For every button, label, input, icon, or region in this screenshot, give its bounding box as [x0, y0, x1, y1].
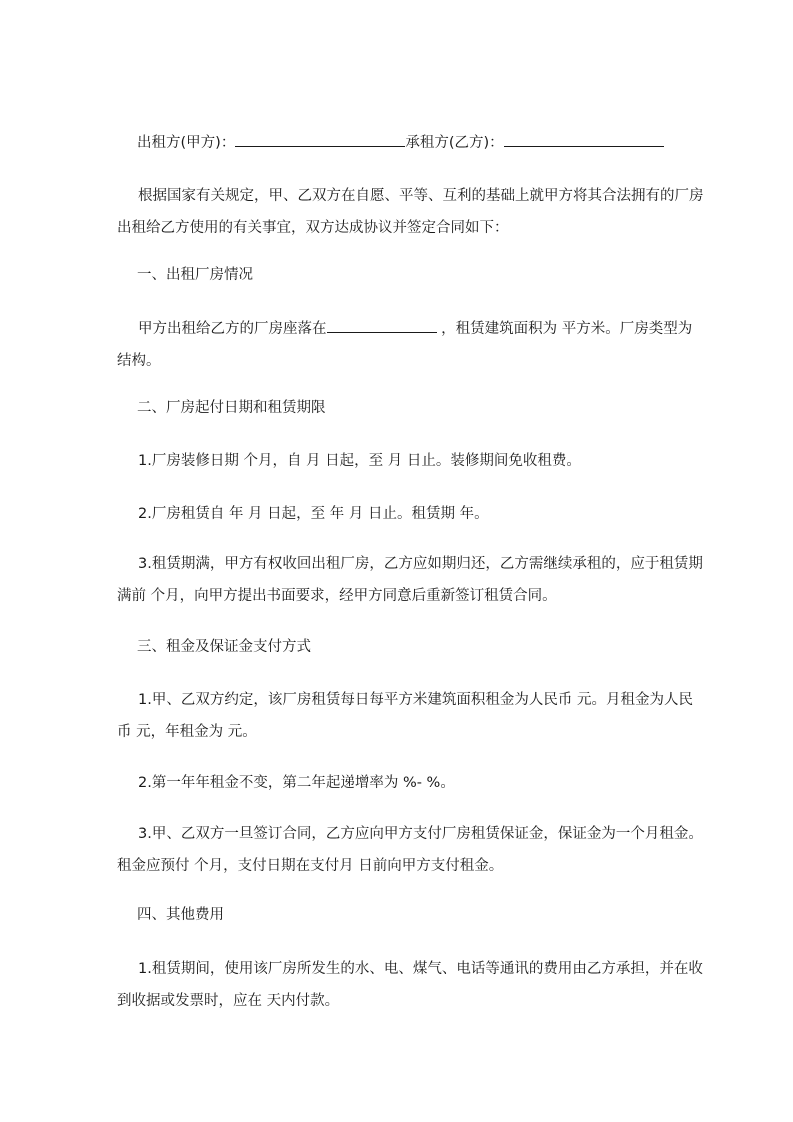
section3-item3: 3.甲、乙双方一旦签订合同，乙方应向甲方支付厂房租赁保证金，保证金为一个月租金。租金应预付 个月，支付日期在支付月 日前向甲方支付租金。 [117, 826, 703, 874]
section2-item2: 2.厂房租赁自 年 月 日起，至 年 月 日止。租赁期 年。 [138, 506, 489, 522]
section3-title: 三、租金及保证金支付方式 [137, 639, 311, 655]
lessor-label: 出租方(甲方)： [137, 135, 236, 151]
section2-title: 二、厂房起付日期和租赁期限 [137, 400, 326, 416]
lessee-label: 承租方(乙方)： [405, 135, 504, 151]
section2-item1: 1.厂房装修日期 个月，自 月 日起，至 月 日止。装修期间免收租费。 [138, 453, 581, 469]
lessee-blank [504, 132, 664, 147]
section4-title: 四、其他费用 [137, 907, 224, 923]
parties-line [137, 132, 664, 153]
section4-item1: 1.租赁期间，使用该厂房所发生的水、电、煤气、电话等通讯的费用由乙方承担，并在收到收据或发票时，应在 天内付款。 [117, 961, 703, 1009]
intro-paragraph: 根据国家有关规定，甲、乙双方在自愿、平等、互利的基础上就甲方将其合法拥有的厂房出租给乙方使用的有关事宜，双方达成协议并签定合同如下： [117, 188, 704, 236]
section1-text-b: ，租赁建筑面积为 平方米。厂房类型为 结构。 [117, 321, 693, 369]
section3-item1: 1.甲、乙双方约定，该厂房租赁每日每平方米建筑面积租金为人民币 元。月租金为人民币 元，年租金为 元。 [117, 692, 693, 740]
location-blank [327, 318, 437, 333]
section1-text-a: 甲方出租给乙方的厂房座落在 [138, 321, 327, 337]
section1-paragraph [117, 313, 707, 377]
section3-item2: 2.第一年年租金不变，第二年起递增率为 %- %。 [138, 775, 455, 791]
lessor-blank [235, 132, 405, 147]
section2-item3: 3.租赁期满，甲方有权收回出租厂房，乙方应如期归还，乙方需继续承租的，应于租赁期满前 个月，向甲方提出书面要求，经甲方同意后重新签订租赁合同。 [117, 556, 703, 604]
section1-title: 一、出租厂房情况 [137, 267, 253, 283]
